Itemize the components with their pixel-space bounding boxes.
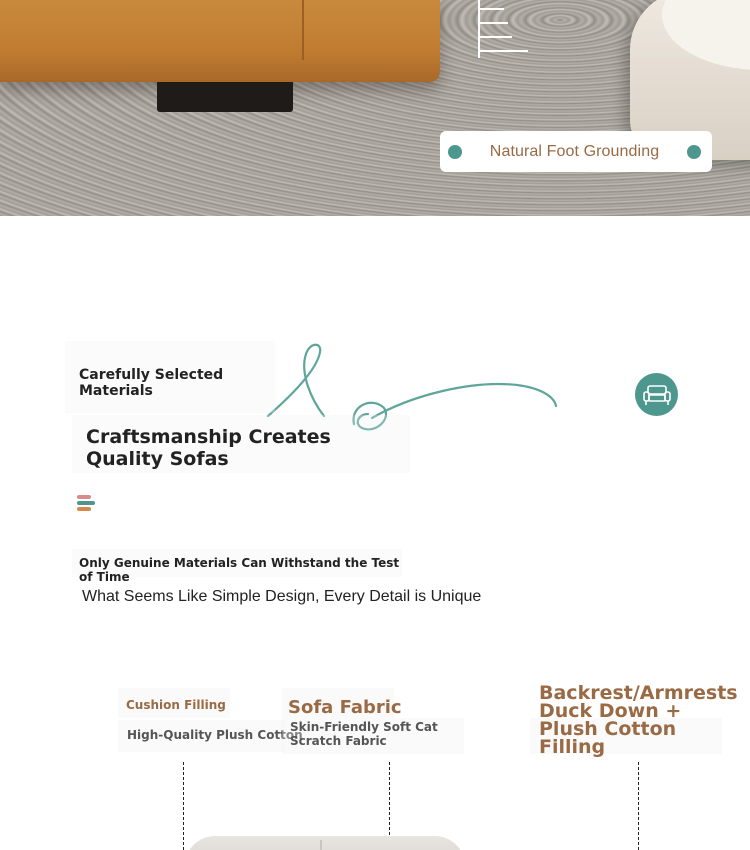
sofa-seam (320, 840, 322, 850)
callout-fabric-title: Sofa Fabric (288, 697, 402, 718)
tagline-small: Only Genuine Materials Can Withstand the Test of Time (72, 549, 402, 577)
feature-tag (440, 131, 712, 172)
dot-icon (448, 145, 462, 159)
callout-leader-line (183, 762, 184, 850)
sofa-detail-image (185, 836, 465, 850)
tagline-main: What Seems Like Simple Design, Every Detail is Unique (82, 588, 482, 605)
callout-fabric-subtitle: Skin-Friendly Soft Cat Scratch Fabric (290, 720, 438, 748)
sofa-icon (642, 384, 672, 406)
sofa-base-image (0, 0, 440, 82)
dot-icon (687, 145, 701, 159)
hero-photo (0, 0, 750, 216)
callout-backrest-title: Backrest/Armrests Duck Down + Plush Cotton Filling (539, 682, 738, 758)
section-eyebrow: Carefully Selected Materials (65, 341, 275, 413)
sofa-seam (302, 0, 304, 60)
sofa-foot-image (157, 82, 293, 112)
sofa-badge (635, 373, 678, 416)
tri-color-bars-icon (77, 495, 97, 515)
section-headline: Craftsmanship Creates Quality Sofas (72, 415, 410, 473)
feature-tag-label: Natural Foot Grounding (489, 142, 660, 160)
callout-cushion-subtitle: High-Quality Plush Cotton (127, 728, 303, 742)
height-ruler-icon (478, 0, 530, 60)
callout-cushion-title: Cushion Filling (126, 698, 226, 712)
callout-leader-line (638, 762, 639, 850)
